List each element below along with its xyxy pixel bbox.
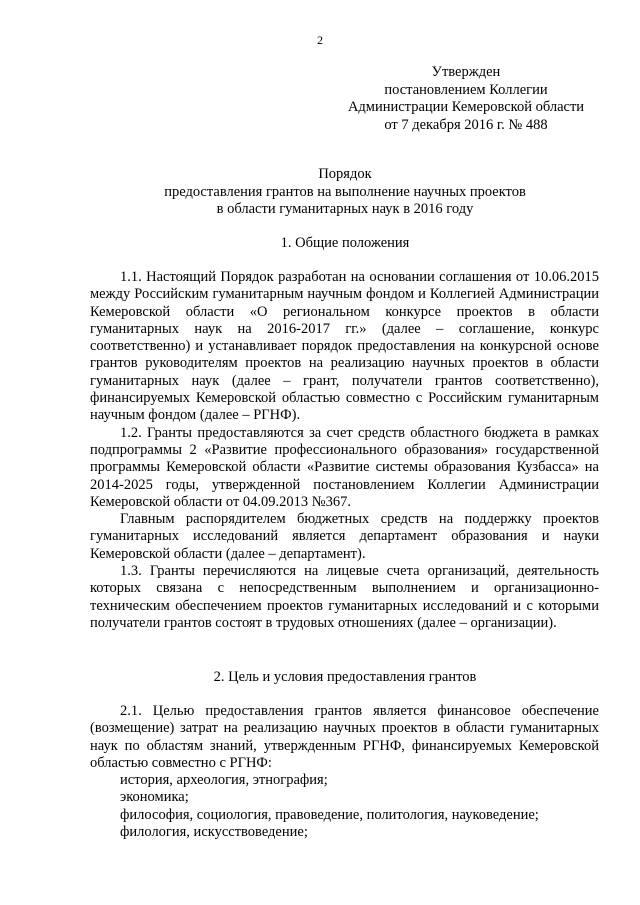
title-line-2: предоставления грантов на выполнение научных проектов [164, 183, 526, 200]
section-2-body [90, 703, 599, 841]
list-item: филология, искусствоведение; [120, 824, 308, 841]
paragraph-main-distributor: Главным распорядителем бюджетных средств на поддержку проектов гуманитарных исследований является департамент образования и науки Кемеровской области (далее – департамент). [90, 511, 599, 562]
paragraph-1-1: 1.1. Настоящий Порядок разработан на основании соглашения от 10.06.2015 между Российским гуманитарным научным фондом и Коллегией Администрации Кемеровской области «О региональном конкурсе проектов в области гуманитарных наук на 2016-2017 гг.» (далее – соглашение, конкурс соответственно) и устанавливает порядок предоставления на конкурсной основе грантов руководителям проектов на реализацию научных проектов в области гуманитарных наук (далее – грант, получатели грантов соответственно), финансируемых Кемеровской областью совместно с Российским гуманитарным научным фондом (далее – РГНФ). [90, 269, 599, 424]
section-2-heading: 2. Цель и условия предоставления грантов [213, 669, 477, 685]
approval-line-3: Администрации Кемеровской области [347, 99, 585, 115]
paragraph-1-2: 1.2. Гранты предоставляются за счет средств областного бюджета в рамках подпрограммы 2 «Развитие профессионального образования» государственной программы Кемеровской области «Развитие системы образования Кузбасса» на 2014-2025 годы, утвержденной постановлением Коллегии Администрации Кемеровской области от 04.09.2013 №367. [90, 424, 599, 510]
title-line-1: Порядок [318, 166, 372, 182]
paragraph-2-1: 2.1. Целью предоставления грантов является финансовое обеспечение (возмещение) затрат на реализацию научных проектов в области гуманитарных наук по областям знаний, утвержденным РГНФ, финансируемых Кемеровской областью совместно с РГНФ: [90, 703, 599, 771]
list-item: история, археология, этнография; [120, 772, 328, 789]
document-title [90, 166, 600, 219]
approval-line-4: от 7 декабря 2016 г. № 488 [384, 116, 548, 133]
paragraph-1-3: 1.3. Гранты перечисляются на лицевые счета организаций, деятельность которых связана с непосредственным выполнением и организационно-техническим обеспечением проектов гуманитарных исследований и с которыми получатели грантов состоят в трудовых отношениях (далее – организации). [90, 563, 599, 631]
approval-line-2: постановлением Коллегии [384, 81, 548, 98]
page-number: 2 [317, 33, 323, 47]
list-item: философия, социология, правоведение, политология, науковедение; [120, 806, 539, 823]
approval-stamp [320, 64, 612, 134]
section-1-body [90, 269, 599, 632]
list-item: экономика; [120, 789, 189, 806]
section-1-heading: 1. Общие положения [280, 235, 410, 251]
title-line-3: в области гуманитарных наук в 2016 году [216, 201, 474, 217]
approval-line-1: Утвержден [431, 64, 501, 80]
